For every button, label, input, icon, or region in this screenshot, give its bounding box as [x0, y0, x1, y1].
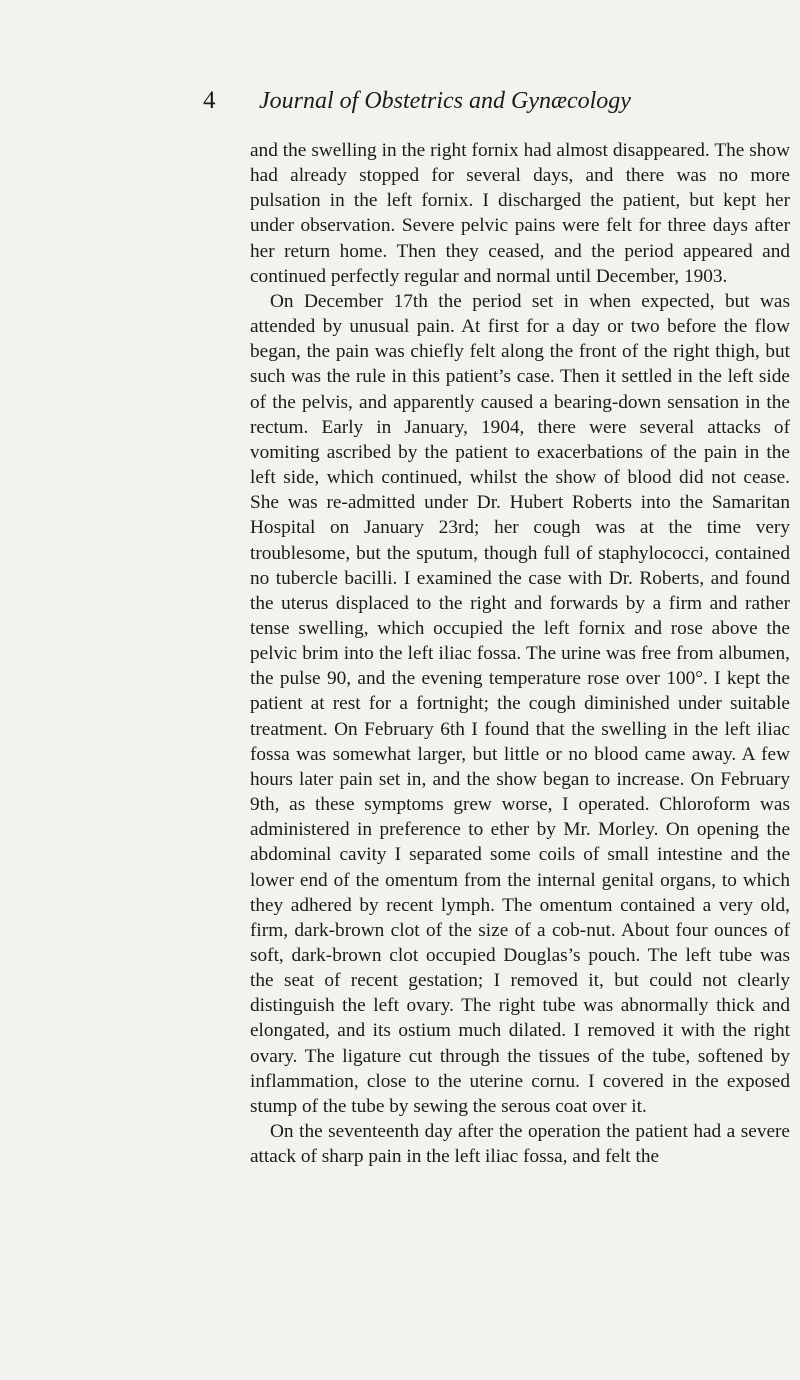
page-number: 4: [203, 87, 216, 114]
paragraph-seventeenth-day: On the seventeenth day after the operation the patient had a severe attack of sharp pain in the left iliac fossa, and felt the: [250, 1121, 790, 1168]
paragraph-december-period: On December 17th the period set in when expected, but was attended by unusual pain. At first for a day or two before the flow began, the pain was chiefly felt along the front of the right thigh, but such was the rule in this patient’s case. Then it settled in the left side of the pelvis, and apparently caused a bearing-down sensation in the rectum. Early in January, 1904, there were several attacks of vomiting ascribed by the patient to exacerbations of the pain in the left side, which continued, whilst the show of blood did not cease. She was re-admitted under Dr. Hubert Roberts into the Samaritan Hospital on January 23rd; her cough was at the time very troublesome, but the sputum, though full of staphylococci, contained no tubercle bacilli. I examined the case with Dr. Roberts, and found the uterus displaced to the right and forwards by a firm and rather tense swelling, which occupied the left fornix and rose above the pelvic brim into the left iliac fossa. The urine was free from albumen, the pulse 90, and the evening temperature rose over 100°. I kept the patient at rest for a fortnight; the cough diminished under suitable treatment. On February 6th I found that the swelling in the left iliac fossa was somewhat larger, but little or no blood came away. A few hours later pain set in, and the show began to increase. On February 9th, as these symptoms grew worse, I operated. Chloroform was administered in preference to ether by Mr. Morley. On opening the abdominal cavity I separated some coils of small intestine and the lower end of the omentum from the internal genital organs, to which they adhered by recent lymph. The omentum contained a very old, firm, dark-brown clot of the size of a cob-nut. About four ounces of soft, dark-brown clot occupied Douglas’s pouch. The left tube was the seat of recent gestation; I removed it, but could not clearly distinguish the left ovary. The right tube was abnormally thick and elongated, and its ostium much dilated. I removed it with the right ovary. The ligature cut through the tissues of the tube, softened by inflammation, close to the uterine cornu. I covered in the exposed stump of the tube by sewing the serous coat over it.: [250, 290, 790, 1117]
paragraph-continued: and the swelling in the right fornix had almost disappeared. The show had already stopped for several days, and there was no more pulsation in the left fornix. I discharged the patient, but kept her under observation. Severe pelvic pains were felt for three days after her return home. Then they ceased, and the period appeared and continued perfectly regular and normal until December, 1903.: [250, 140, 790, 287]
journal-title: Journal of Obstetrics and Gynæcology: [259, 88, 631, 114]
body-text: [250, 138, 790, 1169]
running-head: [0, 86, 800, 126]
